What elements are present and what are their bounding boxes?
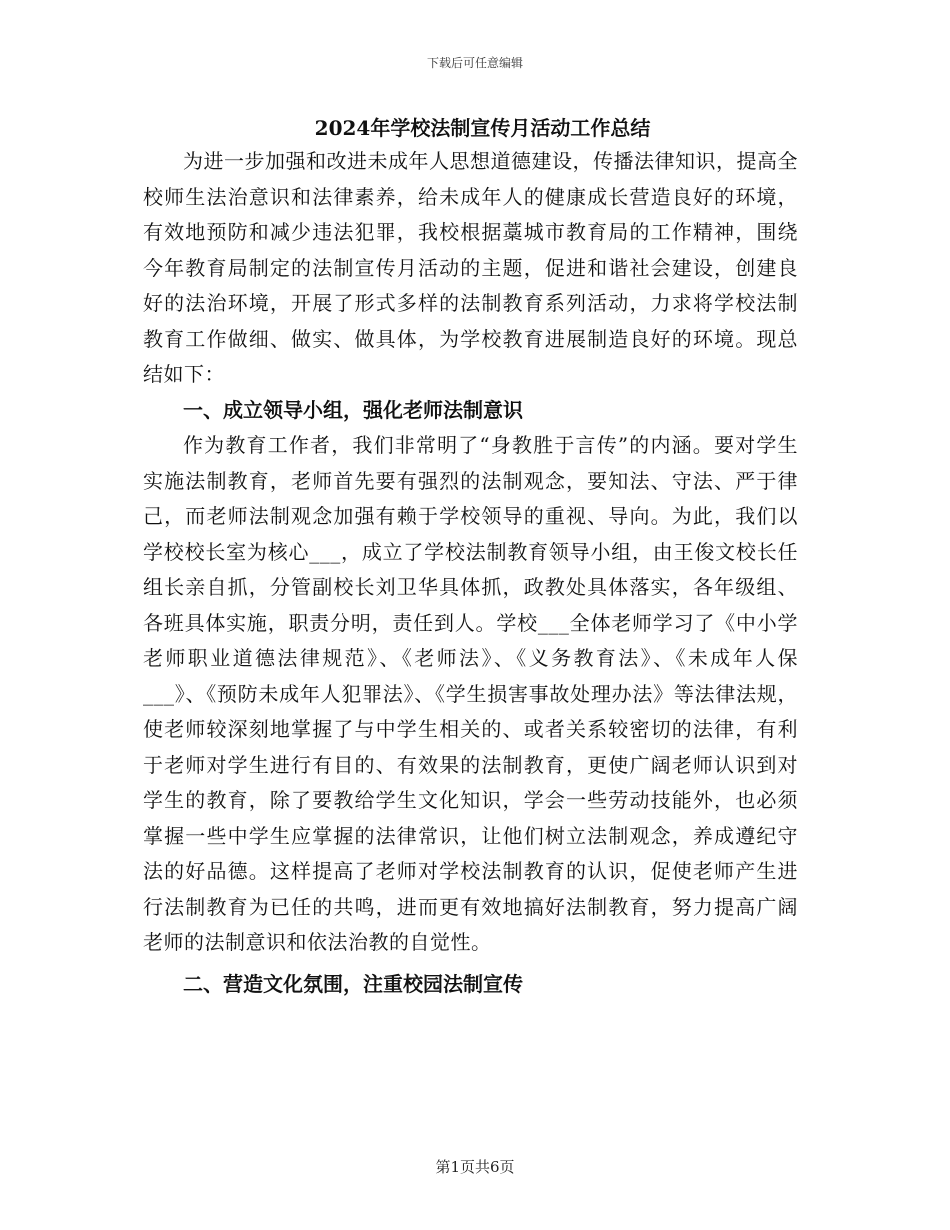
- intro-paragraph: 为进一步加强和改进未成年人思想道德建设，传播法律知识，提高全校师生法治意识和法律素养，给未成年人的健康成长营造良好的环境，有效地预防和减少违法犯罪，我校根据藁城市教育局的工作精神，围绕今年教育局制定的法制宣传月活动的主题，促进和谐社会建设，创建良好的法治环境，开展了形式多样的法制教育系列活动，力求将学校法制教育工作做细、做实、做具体，为学校教育进展制造良好的环境。现总结如下：: [143, 149, 798, 386]
- header-note: 下载后可任意编辑: [426, 56, 523, 70]
- section-2-heading: 二、营造文化氛围，注重校园法制宣传: [183, 971, 523, 996]
- document-body: [143, 112, 798, 1002]
- section-1-paragraph: 作为教育工作者，我们非常明了“身教胜于言传”的内涵。要对学生实施法制教育，老师首先要有强烈的法制观念，要知法、守法、严于律己，而老师法制观念加强有赖于学校领导的重视、导向。为此，我们以学校校长室为核心___，成立了学校法制教育领导小组，由王俊文校长任组长亲自抓，分管副校长刘卫华具体抓，政教处具体落实，各年级组、各班具体实施，职责分明，责任到人。学校___全体老师学习了《中小学老师职业道德法律规范》、《老师法》、《义务教育法》、《未成年人保___》、《预防未成年人犯罪法》、《学生损害事故处理办法》等法律法规，使老师较深刻地掌握了与中学生相关的、或者关系较密切的法律，有利于老师对学生进行有目的、有效果的法制教育，更使广阔老师认识到对学生的教育，除了要教给学生文化知识，学会一些劳动技能外，也必须掌握一些中学生应掌握的法律常识，让他们树立法制观念，养成遵纪守法的好品德。这样提高了老师对学校法制教育的认识，促使老师产生进行法制教育为已任的共鸣，进而更有效地搞好法制教育，努力提高广阔老师的法制意识和依法治教的自觉性。: [143, 433, 798, 954]
- page-number: 第1页共6页: [435, 1158, 515, 1176]
- section-1-heading: 一、成立领导小组，强化老师法制意识: [183, 397, 523, 422]
- document-title: 2024年学校法制宣传月活动工作总结: [314, 116, 651, 140]
